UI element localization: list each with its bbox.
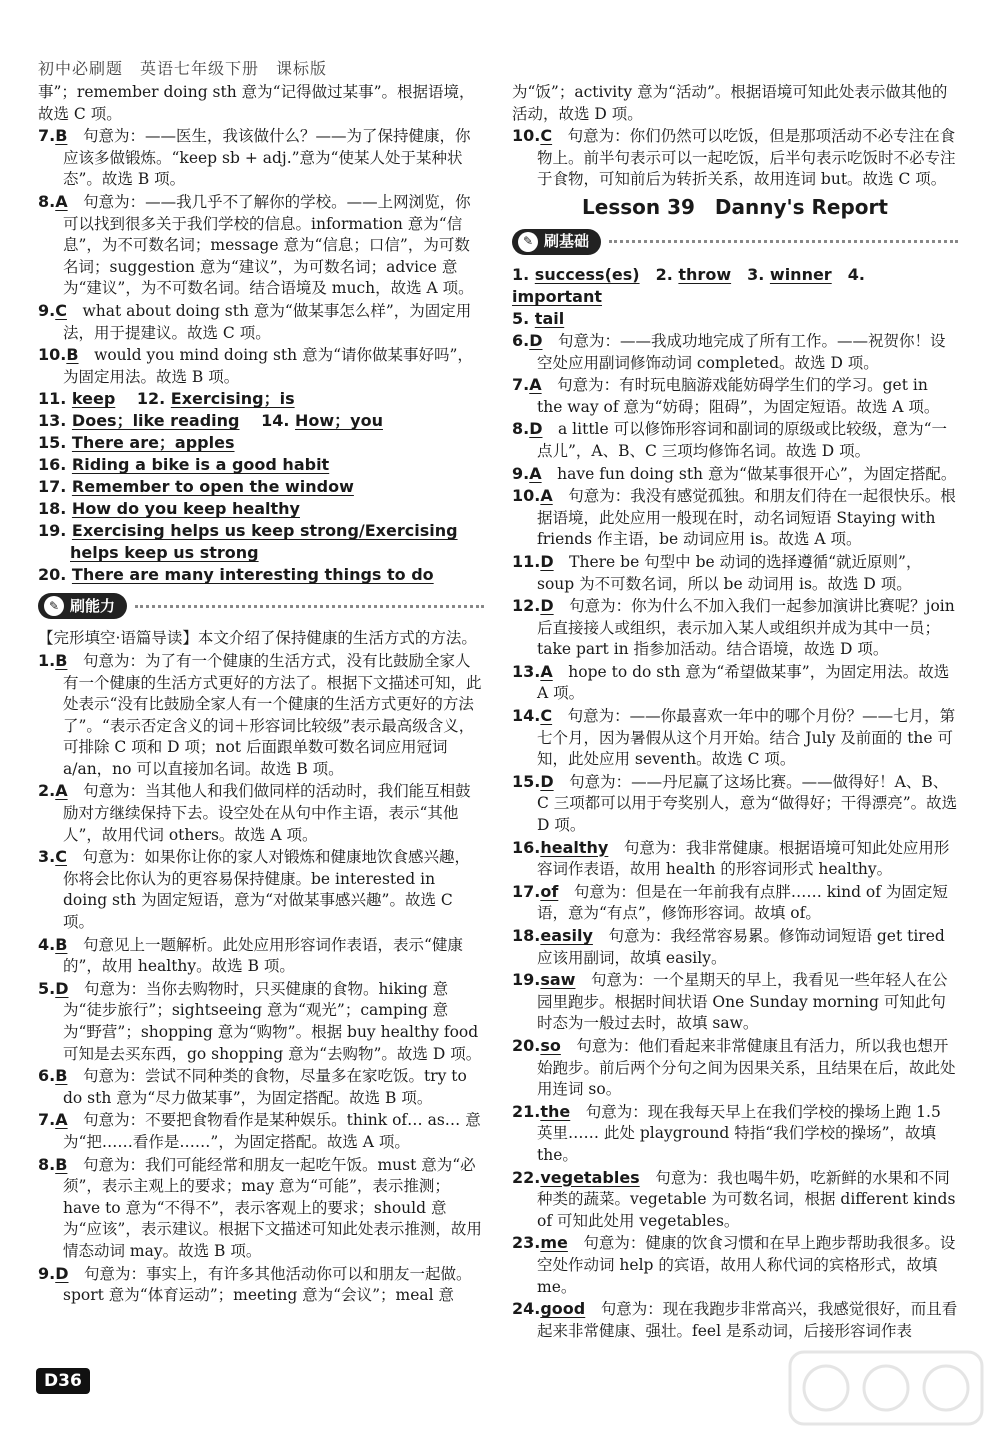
item-explanation: 句意为：我也喝牛奶，吃新鲜的水果和不同种类的蔬菜。vegetable 为可数名词，根据 different kinds of 可知此处用 vegetables。: [537, 1168, 956, 1230]
item-explanation: 句意为：为了有一个健康的生活方式，没有比鼓励全家人有一个健康的生活方式更好的方法了。根据下文描述可知，此处表示“没有比鼓励全家人有一个健康的生活方式更好的方法了”。“表示否定含义的词＋形容词比较级”表示最高级含义，可排除 C 项和 D 项；not 后面跟单数可数名词应用冠词 a/an，no 可以直接加名词。故选 B 项。: [63, 651, 482, 778]
item-number: 5.: [512, 308, 530, 328]
item-number: 7.: [512, 375, 530, 395]
item-number: 1.: [38, 650, 56, 670]
item-number: 9.: [512, 463, 530, 483]
item-explanation: 句意为：——你最喜欢一年中的哪个月份？——七月，第七个月，因为暑假从这个月开始。结合 July 及前面的 the 可知，此处应用 seventh。故选 C 项。: [537, 707, 956, 769]
item-number: 12.: [136, 389, 166, 409]
item-number: 8.: [38, 1154, 56, 1174]
fill-in-row: [38, 454, 484, 476]
list-item: [512, 463, 958, 486]
item-answer: D: [529, 330, 543, 350]
fill-in-row: [38, 498, 484, 520]
item-explanation: 句意为：事实上，有许多其他活动你可以和朋友一起做。sport 意为“体育运动”；meeting 意为“会议”；meal 意: [63, 1264, 472, 1305]
list-item: [512, 551, 958, 595]
item-answer: D: [540, 771, 554, 791]
item-number: 20.: [512, 1035, 541, 1055]
fill-in-answers: [38, 388, 484, 586]
item-explanation: hope to do sth 意为“希望做某事”，为固定用法。故选 A 项。: [537, 662, 950, 703]
item-explanation: 句意为：当其他人和我们做同样的活动时，我们能互相鼓励对方继续保持下去。设空处在从句中作主语，表示“其他人”，故用代词 others。故选 A 项。: [63, 782, 471, 844]
dotted-divider: [135, 605, 484, 608]
item-number: 8.: [38, 191, 56, 211]
item-answer: Does；like reading: [71, 411, 240, 431]
item-number: 17.: [512, 881, 541, 901]
fill-in-row: [38, 432, 484, 454]
continued-text: 为“饭”；activity 意为“活动”。根据语境可知此处表示做其他的活动，故选 D 项。: [512, 83, 948, 123]
list-item: [512, 374, 958, 418]
item-answer: A: [55, 781, 68, 801]
item-number: 4.: [847, 264, 865, 284]
item-explanation: 句意为：我没有感觉孤独。和朋友们待在一起很快乐。根据语境，此处应用一般现在时，动名词短语 Staying with friends 作主语，be 动词应用 is。故选 A 项。: [537, 487, 956, 549]
item-number: 19.: [38, 521, 67, 541]
item-explanation: 句意为：你为什么不加入我们一起参加演讲比赛呢？join 后直接接人或组织，表示加入某人或组织并成为其中一员；take part in 指参加活动。结合语境，故选 D 项。: [537, 597, 955, 659]
list-item: [512, 1035, 958, 1101]
list-item: [38, 300, 484, 344]
list-item: [512, 925, 958, 969]
item-number: 12.: [512, 596, 541, 616]
item-number: 24.: [512, 1299, 541, 1319]
item-answer: success(es): [534, 264, 640, 284]
item-explanation: 句意为：——我成功地完成了所有工作。——祝贺你！设空处应用副词修饰动词 completed。故选 D 项。: [537, 331, 946, 372]
fill-in-row: [38, 520, 484, 564]
item-answer: B: [66, 345, 79, 365]
item-number: 7.: [38, 1110, 56, 1130]
item-answer: Remember to open the window: [71, 477, 354, 497]
list-item: [38, 780, 484, 846]
dotted-divider: [609, 240, 958, 243]
item-number: 20.: [38, 565, 67, 585]
list-item: [512, 1232, 958, 1298]
item-answer: B: [55, 650, 68, 670]
list-item: [38, 125, 484, 191]
fill-in-row: [38, 564, 484, 586]
item-answer: A: [540, 486, 553, 506]
item-number: 11.: [512, 551, 541, 571]
section-label: 刷能力: [70, 596, 116, 615]
item-answer: B: [55, 934, 68, 954]
item-answer: There are many interesting things to do: [71, 565, 434, 585]
item-explanation: 句意为：我非常健康。根据语境可知此处应用形容词作表语，故用 health 的形容词形式 healthy。: [537, 838, 950, 879]
item-answer: B: [55, 1066, 68, 1086]
item-number: 21.: [512, 1101, 541, 1121]
item-answer: B: [55, 126, 68, 146]
list-item: [512, 1167, 958, 1233]
item-explanation: 句意为：他们看起来非常健康且有活力，所以我也想开始跑步。前后两个分句之间为因果关系，且结果在后，故此处用连词 so。: [537, 1036, 956, 1099]
item-answer: easily: [540, 926, 593, 945]
fill-in-row: [38, 410, 484, 432]
item-explanation: 句意为：——丹尼赢了这场比赛。——做得好！A、B、C 三项都可以用于夸奖别人，意为“做得好；干得漂亮”。故选 D 项。: [537, 772, 958, 835]
item-explanation: 句意为：现在我跑步非常高兴，我感觉很好，而且看起来非常健康、强壮。feel 是系动词，后接形容词作表: [537, 1300, 958, 1340]
item-answer: A: [55, 191, 68, 211]
item-explanation: 句意为：尝试不同种类的食物，尽量多在家吃饭。try to do sth 意为“尽力做某事”，为固定搭配。故选 B 项。: [63, 1067, 467, 1107]
section-badge: [512, 229, 601, 255]
list-item: [512, 661, 958, 705]
item-answer: the: [540, 1101, 571, 1121]
item-number: 10.: [512, 126, 541, 146]
list-item: [38, 1154, 484, 1263]
item-answer: tail: [534, 308, 565, 328]
item-answer: A: [55, 1110, 68, 1130]
item-answer: A: [529, 375, 542, 395]
item-number: 4.: [38, 934, 56, 954]
item-number: 15.: [512, 771, 541, 791]
item-answer: Riding a bike is a good habit: [71, 455, 330, 475]
item-number: 10.: [512, 486, 541, 506]
item-number: 7.: [38, 126, 56, 146]
list-item: [512, 969, 958, 1035]
pen-icon: ✎: [518, 232, 538, 252]
list-item: [512, 881, 958, 925]
list-item: [38, 1065, 484, 1109]
item-answer: me: [540, 1233, 568, 1253]
item-answer: A: [529, 463, 542, 483]
item-explanation: what about doing sth 意为“做某事怎么样”，为固定用法，用于提建议。故选 C 项。: [63, 301, 472, 342]
section-badge: [38, 593, 127, 619]
item-explanation: 句意为：我经常容易累。修饰动词短语 get tired 应该用副词，故填 easily。: [537, 927, 945, 967]
list-item: [38, 344, 484, 388]
item-number: 2.: [655, 264, 673, 284]
list-item: [512, 125, 958, 191]
list-item: [512, 485, 958, 551]
item-answer: How do you keep healthy: [71, 499, 300, 519]
cloze-intro: 【完形填空·语篇导读】本文介绍了保持健康的生活方式的方法。: [38, 629, 477, 648]
item-number: 8.: [512, 419, 530, 439]
item-number: 14.: [261, 411, 290, 431]
list-item: [512, 837, 958, 881]
fill-in-row: [38, 388, 484, 410]
list-item: [38, 191, 484, 300]
list-item: [512, 1298, 958, 1342]
item-explanation: would you mind doing sth 意为“请你做某事好吗”，为固定用法。故选 B 项。: [63, 346, 473, 386]
page-number: D36: [36, 1368, 90, 1394]
item-explanation: 句意为：健康的饮食习惯和在早上跑步帮助我很多。设空处作动词 help 的宾语，故用人称代词的宾格形式，故填 me。: [537, 1234, 956, 1296]
list-item: [512, 330, 958, 374]
lesson-title: Lesson 39 Danny's Report: [582, 194, 888, 219]
item-answer: D: [55, 978, 69, 998]
list-item: [38, 1263, 484, 1307]
item-explanation: 句意为：——我几乎不了解你的学校。——上网浏览，你可以找到很多关于我们学校的信息。information 意为“信息”，为不可数名词；message 意为“信息；口信”，为可数名词；suggestion 意为“建议”，为可数名词；advice 意为“建议”，为不可数名词。结合语境及 much，故选 A 项。: [63, 192, 474, 298]
list-item: [512, 1101, 958, 1167]
item-answer: How；you: [295, 411, 383, 431]
item-number: 13.: [512, 661, 541, 681]
item-explanation: 句意为：我们可能经常和朋友一起吃午饭。must 意为“必须”，表示主观上的要求；may 意为“可能”，表示推测；have to 意为“不得不”，表示客观上的要求；should 意为“应该”，表示建议。根据下文描述可知此处表示推测，故用情态动词 may。故选 B 项。: [63, 1155, 482, 1260]
item-answer: There are；apples: [71, 433, 235, 453]
item-answer: saw: [540, 970, 576, 990]
item-number: 1.: [512, 264, 530, 284]
pen-icon: ✎: [44, 596, 64, 616]
fill-in-row: [512, 308, 958, 330]
item-number: 6.: [512, 330, 530, 350]
item-number: 18.: [38, 499, 67, 519]
item-answer: D: [529, 419, 543, 439]
item-number: 10.: [38, 345, 67, 365]
item-answer: so: [540, 1035, 561, 1055]
fill-in-row: [512, 264, 958, 308]
item-number: 13.: [38, 411, 67, 431]
item-answer: vegetables: [540, 1167, 640, 1187]
list-item: [38, 978, 484, 1065]
list-item: [512, 705, 958, 771]
item-answer: good: [540, 1299, 586, 1319]
item-number: 11.: [38, 389, 67, 409]
item-answer: D: [540, 596, 554, 616]
item-answer: C: [540, 126, 553, 146]
item-explanation: 句意为：但是在一年前我有点胖…… kind of 为固定短语，意为“有点”，修饰形容词。故填 of。: [537, 882, 948, 923]
right-column: [512, 82, 958, 1342]
item-number: 16.: [512, 837, 541, 857]
list-item: [38, 1109, 484, 1153]
fill-in-row: [38, 476, 484, 498]
list-item: [38, 846, 484, 933]
item-number: 6.: [38, 1066, 56, 1086]
item-answer: healthy: [540, 837, 609, 857]
item-answer: D: [55, 1263, 69, 1283]
item-answer: winner: [769, 264, 832, 284]
item-explanation: have fun doing sth 意为“做某事很开心”，为固定搭配。: [557, 464, 957, 483]
item-number: 5.: [38, 978, 56, 998]
list-item: [512, 418, 958, 462]
item-number: 15.: [38, 433, 67, 453]
section-header-basic: [512, 225, 958, 259]
cloze-answer-list: [38, 650, 484, 1307]
item-number: 9.: [38, 1263, 56, 1283]
item-number: 17.: [38, 477, 67, 497]
section-label: 刷基础: [544, 232, 590, 251]
watermark-logo: [786, 1348, 986, 1428]
item-number: 14.: [512, 706, 541, 726]
list-item: [512, 595, 958, 661]
item-explanation: 句意为：有时玩电脑游戏能妨碍学生们的学习。get in the way of 意为“妨碍；阻碍”，为固定短语。故选 A 项。: [537, 376, 940, 416]
item-explanation: 句意为：不要把食物看作是某种娱乐。think of… as… 意为“把……看作是……”，为固定搭配。故选 A 项。: [63, 1111, 481, 1151]
item-explanation: 句意为：如果你让你的家人对锻炼和健康地饮食感兴趣，你将会比你认为的更容易保持健康。be interested in doing sth 为固定短语，意为“对做某事感兴趣”。故选 C 项。: [63, 848, 470, 932]
continued-text: 事”；remember doing sth 意为“记得做过某事”。根据语境，故选 C 项。: [38, 83, 475, 123]
section-header-ability: [38, 589, 484, 623]
item-answer: important: [512, 286, 602, 306]
item-answer: keep: [71, 389, 116, 409]
item-answer: A: [540, 661, 553, 681]
running-header: 初中必刷题 英语七年级下册 课标版: [38, 59, 328, 78]
item-number: 3.: [38, 847, 56, 867]
item-answer: throw: [678, 264, 732, 284]
list-item: [38, 934, 484, 978]
item-answer: D: [540, 551, 554, 571]
list-item: [512, 771, 958, 837]
item-number: 3.: [747, 264, 765, 284]
item-number: 2.: [38, 781, 56, 801]
item-explanation: 句意为：当你去购物时，只买健康的食物。hiking 意为“徒步旅行”；sightseeing 意为“观光”；camping 意为“野营”；shopping 意为“购物”。根据 buy healthy food 可知是去买东西，go shopping 意为“去购物”。故选 D 项。: [63, 979, 482, 1063]
item-number: 9.: [38, 300, 56, 320]
item-answer: Exercising helps us keep strong/Exercising helps keep us strong: [70, 521, 458, 563]
item-number: 19.: [512, 970, 541, 990]
left-column: [38, 82, 484, 1307]
item-answer: C: [55, 300, 67, 320]
answer-list: [512, 330, 958, 1342]
answer-list: [38, 125, 484, 388]
item-explanation: 句意为：一个星期天的早上，我看见一些年轻人在公园里跑步。根据时间状语 One Sunday morning 可知此句时态为一般过去时，故填 saw。: [537, 971, 948, 1033]
item-answer: Exercising；is: [170, 389, 295, 409]
list-item: [38, 650, 484, 781]
item-answer: C: [55, 847, 67, 867]
item-explanation: a little 可以修饰形容词和副词的原级或比较级，意为“一点儿”，A、B、C 三项均修饰名词。故选 D 项。: [537, 420, 948, 460]
item-answer: of: [540, 881, 559, 901]
item-explanation: There be 句型中 be 动词的选择遵循“就近原则”，soup 为不可数名词，所以 be 动词用 is。故选 D 项。: [537, 552, 922, 593]
item-explanation: 句意为：你们仍然可以吃饭，但是那项活动不必专注在食物上。前半句表示可以一起吃饭，后半句表示吃饭时不必专注于食物，可知前后为转折关系，故用连词 but。故选 C 项。: [537, 127, 956, 189]
item-number: 22.: [512, 1167, 541, 1187]
item-number: 16.: [38, 455, 67, 475]
item-number: 23.: [512, 1233, 541, 1253]
item-answer: C: [540, 706, 553, 726]
item-answer: B: [55, 1154, 68, 1174]
item-explanation: 句意为：现在我每天早上在我们学校的操场上跑 1.5 英里…… 此处 playground 特指“我们学校的操场”，故填 the。: [537, 1102, 941, 1164]
item-number: 18.: [512, 926, 541, 945]
item-explanation: 句意见上一题解析。此处应用形容词作表语，表示“健康的”，故用 healthy。故选 B 项。: [63, 935, 463, 976]
item-explanation: 句意为：——医生，我该做什么？——为了保持健康，你应该多做锻炼。“keep sb + adj.”意为“使某人处于某种状态”。故选 B 项。: [63, 127, 471, 189]
